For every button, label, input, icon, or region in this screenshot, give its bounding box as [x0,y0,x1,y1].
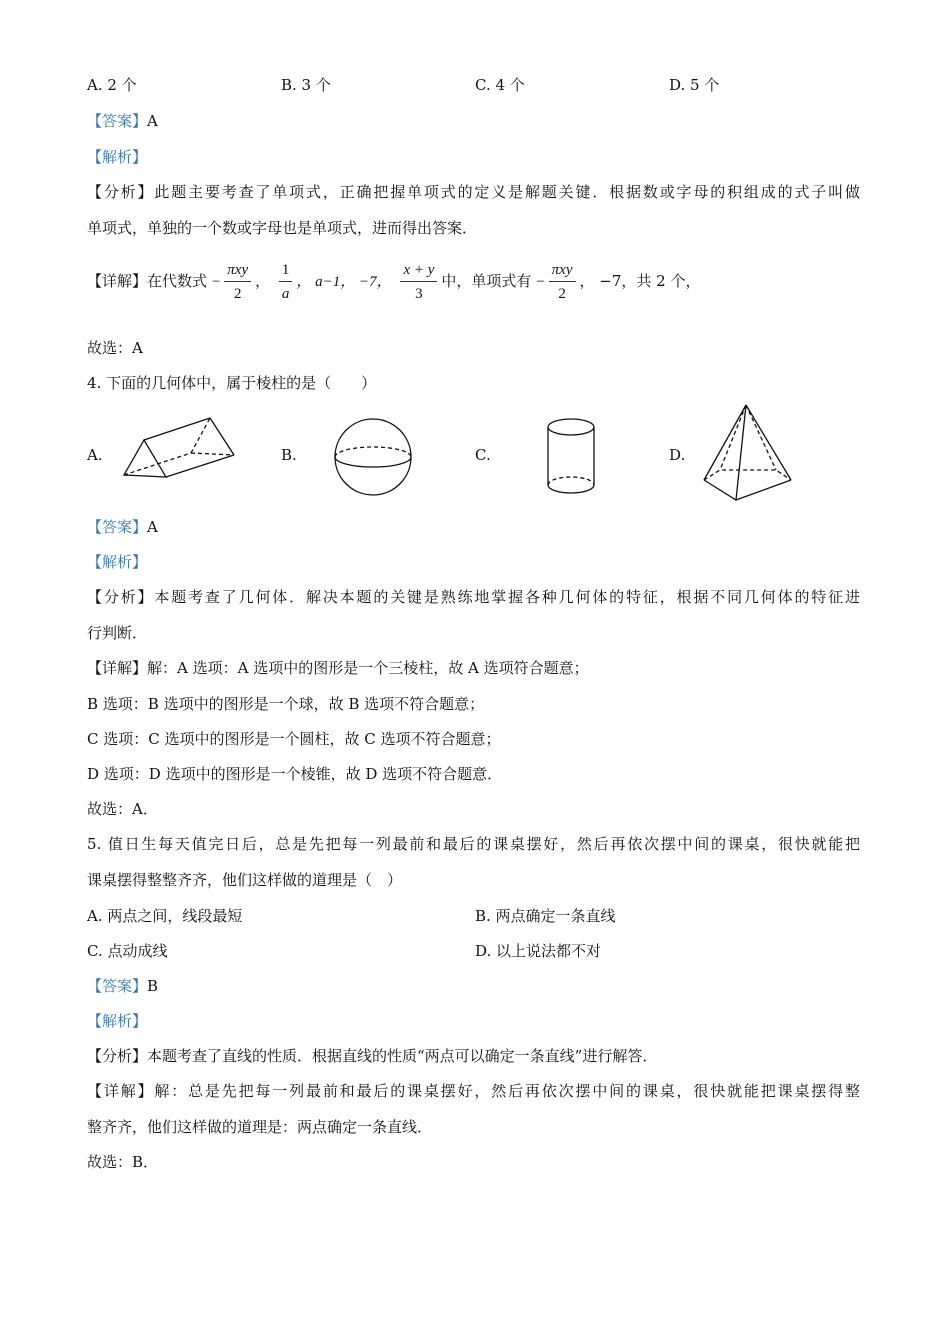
analysis-text: 本题考查了直线的性质．根据直线的性质“两点可以确定一条直线”进行解答． [147,1047,658,1065]
answer-value: B [147,977,159,995]
separator: ， [255,272,271,290]
fraction-xy-3 [400,259,437,306]
analysis-tag: 【分析】 [87,183,155,201]
sphere-figure [330,415,416,499]
fraction-1-a [279,259,293,306]
detail-tag: 【详解】 [87,272,148,290]
cylinder-figure [543,415,599,499]
q5-option-b: B. 两点确定一条直线 [475,907,616,925]
q3-detail-formula-line [87,256,700,307]
analysis-tag: 【分析】 [87,588,155,606]
q4-label-b: B. [281,446,297,464]
q5-answer [87,976,158,996]
answer-tag: 【答案】 [87,518,148,536]
q3-option-a: A. 2 个 [87,76,137,94]
numerator: πxy [224,259,251,282]
answer-value: A [147,112,158,130]
q3-conclusion: 故选：A [87,339,143,357]
detail-text-2: 中，单项式有 [441,272,532,290]
q4-detail-line2: B 选项：B 选项中的图形是一个球，故 B 选项不符合题意； [87,695,485,713]
q4-detail-line1 [87,658,589,678]
jiexi-tag: 【解析】 [87,1012,148,1030]
q5-option-c: C. 点动成线 [87,942,168,960]
q5-detail-line1 [87,1081,860,1101]
q3-jiexi [87,147,147,167]
q4-analysis-line1 [87,587,860,607]
denominator: 2 [233,285,242,302]
detail-text: 解：A 选项：A 选项中的图形是一个三棱柱，故 A 选项符合题意； [147,659,589,677]
q4-question: 4. 下面的几何体中，属于棱柱的是（ ） [87,374,377,392]
answer-tag: 【答案】 [87,112,148,130]
detail-text: 解：总是先把每一列最前和最后的课桌摆好，然后再依次摆中间的课桌，很快就能把课桌摆得整 [154,1082,860,1100]
numerator: 1 [279,259,293,282]
minus-sign: − [211,274,221,290]
q4-label-a: A. [87,446,103,464]
denominator: a [281,285,290,302]
detail-tail: ， −7，共 2 个， [579,272,701,290]
q3-option-c: C. 4 个 [475,76,525,94]
fraction-pixy-2 [549,259,576,306]
jiexi-tag: 【解析】 [87,553,148,571]
denominator: 2 [558,285,566,302]
fraction-pixy-2 [224,259,251,306]
detail-tag: 【详解】 [87,1082,155,1100]
answer-tag: 【答案】 [87,977,148,995]
numerator: πxy [549,259,576,282]
analysis-text: 此题主要考查了单项式，正确把握单项式的定义是解题关键．根据数或字母的积组成的式子叫做 [154,183,860,201]
analysis-text: 本题考查了几何体．解决本题的关键是熟练地掌握各种几何体的特征，根据不同几何体的特征进 [154,588,860,606]
triangular-prism-figure [118,415,242,480]
detail-tag: 【详解】 [87,659,148,677]
q5-jiexi [87,1011,147,1031]
analysis-tag: 【分析】 [87,1047,148,1065]
q4-detail-line3: C 选项：C 选项中的图形是一个圆柱，故 C 选项不符合题意； [87,730,501,748]
q4-jiexi [87,552,147,572]
q3-option-d: D. 5 个 [669,76,720,94]
q4-conclusion: 故选：A． [87,800,158,818]
q3-analysis-line1 [87,182,860,202]
q3-analysis-line2: 单项式，单独的一个数或字母也是单项式，进而得出答案． [87,219,478,237]
q5-conclusion: 故选：B． [87,1153,159,1171]
expressions: ， a−1， −7， [296,274,392,290]
q4-label-c: C. [475,446,491,464]
q5-question-line2: 课桌摆得整整齐齐，他们这样做的道理是（ ） [87,871,403,889]
q5-option-d: D. 以上说法都不对 [475,942,602,960]
q5-option-a: A. 两点之间，线段最短 [87,907,243,925]
answer-value: A [147,518,158,536]
q5-question-line1: 5. 值日生每天值完日后，总是先把每一列最前和最后的课桌摆好，然后再依次摆中间的课桌，很快就能把 [87,835,860,853]
q4-label-d: D. [669,446,686,464]
numerator: x + y [400,259,437,282]
q3-answer [87,111,158,131]
q4-analysis-line2: 行判断． [87,624,148,642]
pyramid-figure [700,400,796,504]
denominator: 3 [415,285,423,302]
q5-detail-line2: 整齐齐，他们这样做的道理是：两点确定一条直线． [87,1118,433,1136]
detail-text: 在代数式 [147,272,208,290]
minus-sign: − [536,274,545,290]
jiexi-tag: 【解析】 [87,148,148,166]
q3-option-b: B. 3 个 [281,76,331,94]
q4-answer [87,517,158,537]
q5-analysis [87,1046,657,1066]
q4-detail-line4: D 选项：D 选项中的图形是一个棱锥，故 D 选项不符合题意． [87,765,503,783]
